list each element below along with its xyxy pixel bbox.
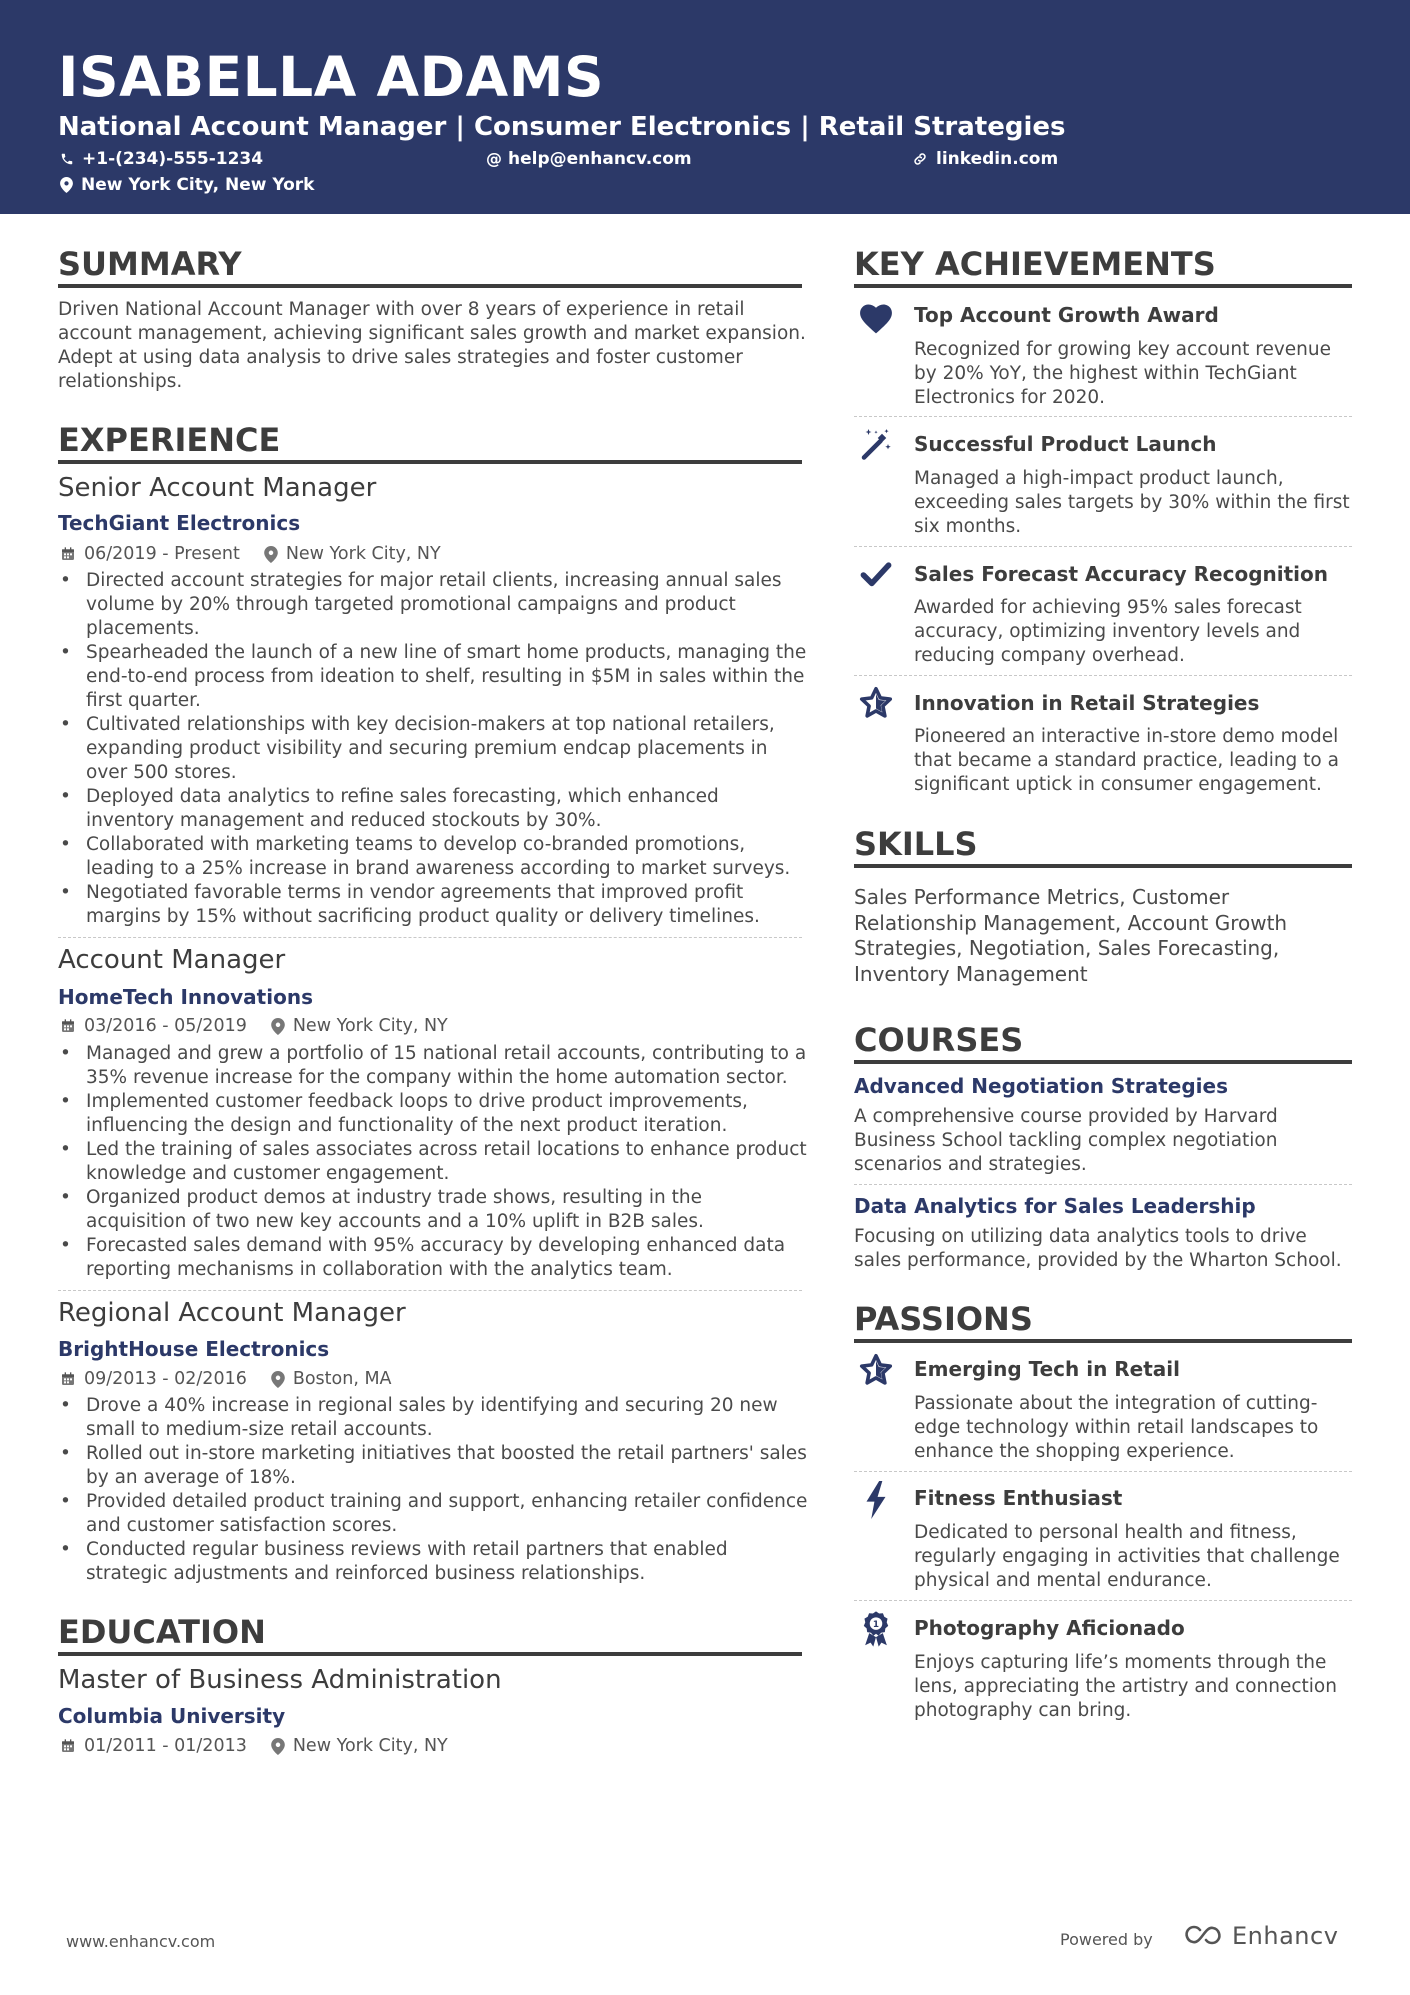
bullet-item: • Cultivated relationships with key decision-makers at top national retailers, expanding product visibility and securing premium endcap placements in over 500 stores.	[58, 713, 808, 785]
job-meta	[60, 1015, 448, 1037]
course-desc: A comprehensive course provided by Harvard Business School tackling complex negotiation scenarios and strategies.	[854, 1106, 1278, 1175]
courses-heading: COURSES	[854, 1021, 1024, 1059]
location-text: New York City, New York	[81, 175, 315, 195]
achievement-desc: Pioneered an interactive in-store demo model that became a standard practice, leading to a significant uptick in consumer engagement.	[914, 726, 1339, 795]
course-title: Data Analytics for Sales Leadership	[854, 1194, 1256, 1218]
linkedin-text: linkedin.com	[936, 149, 1059, 169]
resume-header	[0, 0, 1410, 214]
calendar-icon	[60, 546, 76, 562]
bullet-item: • Managed and grew a portfolio of 15 national retail accounts, contributing to a 35% revenue increase for the company within the home automation sector.	[58, 1042, 808, 1090]
map-pin-icon	[271, 1018, 285, 1035]
achievements-heading: KEY ACHIEVEMENTS	[854, 245, 1216, 283]
bullet-item: • Spearheaded the launch of a new line of smart home products, managing the end-to-end process from ideation to shelf, resulting in $5M in sales within the first quarter.	[58, 641, 808, 713]
achievement-title: Innovation in Retail Strategies	[914, 691, 1260, 715]
footer-url[interactable]: www.enhancv.com	[66, 1932, 216, 1951]
bullet-item: • Implemented customer feedback loops to drive product improvements, influencing the design and functionality of the next product iteration.	[58, 1090, 808, 1138]
bullet-item: • Negotiated favorable terms in vendor agreements that improved profit margins by 15% without sacrificing product quality or delivery timelines.	[58, 881, 808, 929]
bullet-item: • Conducted regular business reviews with retail partners that enabled strategic adjustments and reinforced business relationships.	[58, 1538, 808, 1586]
linkedin-contact[interactable]	[912, 148, 1058, 170]
bullet-item: • Collaborated with marketing teams to develop co-branded promotions, leading to a 25% increase in brand awareness according to market surveys.	[58, 833, 808, 881]
passion-divider	[854, 1600, 1352, 1601]
candidate-name: ISABELLA ADAMS	[58, 45, 605, 109]
achievement-divider	[854, 546, 1352, 547]
company-name: HomeTech Innovations	[58, 985, 313, 1009]
candidate-title: National Account Manager | Consumer Electronics | Retail Strategies	[58, 112, 1066, 142]
job-divider	[58, 937, 802, 938]
heart-icon	[854, 295, 898, 339]
passion-desc: Dedicated to personal health and fitness, regularly engaging in activities that challenge physical and mental endurance.	[914, 1522, 1340, 1591]
course-title: Advanced Negotiation Strategies	[854, 1074, 1228, 1098]
job-meta	[60, 543, 441, 565]
job-dates: 03/2016 - 05/2019	[84, 1016, 247, 1036]
company-name: BrightHouse Electronics	[58, 1337, 330, 1361]
calendar-icon	[60, 1738, 76, 1754]
achievement-title: Successful Product Launch	[914, 432, 1217, 456]
enhancv-logo[interactable]	[1180, 1922, 1338, 1950]
email-contact[interactable]	[486, 148, 692, 170]
job-location: New York City, NY	[292, 1016, 448, 1036]
job-bullets	[58, 1042, 808, 1282]
job-bullets	[58, 1394, 808, 1586]
award-ribbon-icon	[854, 1607, 898, 1651]
link-icon	[912, 151, 928, 167]
job-dates: 06/2019 - Present	[84, 544, 240, 564]
passion-title: Photography Aficionado	[914, 1616, 1185, 1640]
location-contact	[60, 174, 314, 196]
enhancv-brand-text: Enhancv	[1232, 1922, 1339, 1950]
passion-title: Fitness Enthusiast	[914, 1486, 1123, 1510]
at-icon: @	[486, 149, 502, 168]
passion-desc: Passionate about the integration of cutting-edge technology within retail landscapes to enhance the shopping experience.	[914, 1393, 1319, 1462]
school-name: Columbia University	[58, 1704, 286, 1728]
summary-heading: SUMMARY	[58, 245, 242, 283]
map-pin-icon	[60, 177, 73, 193]
skills-heading: SKILLS	[854, 825, 978, 863]
job-title: Senior Account Manager	[58, 473, 377, 503]
bullet-item: • Drove a 40% increase in regional sales by identifying and securing 20 new small to medium-size retail accounts.	[58, 1394, 808, 1442]
achievement-desc: Managed a high-impact product launch, exceeding sales targets by 30% within the first six months.	[914, 468, 1350, 537]
job-bullets	[58, 569, 808, 929]
education-rule	[58, 1652, 802, 1656]
passions-heading: PASSIONS	[854, 1300, 1033, 1338]
education-location: New York City, NY	[292, 1736, 448, 1756]
education-dates: 01/2011 - 01/2013	[84, 1736, 247, 1756]
job-location: New York City, NY	[285, 544, 441, 564]
bullet-item: • Provided detailed product training and support, enhancing retailer confidence and customer satisfaction scores.	[58, 1490, 808, 1538]
lightning-icon	[854, 1478, 898, 1522]
job-dates: 09/2013 - 02/2016	[84, 1369, 247, 1389]
summary-rule	[58, 284, 802, 288]
bullet-item: • Organized product demos at industry trade shows, resulting in the acquisition of two new key accounts and a 10% uplift in B2B sales.	[58, 1186, 808, 1234]
achievement-title: Top Account Growth Award	[914, 303, 1219, 327]
powered-by-label: Powered by	[1060, 1930, 1153, 1949]
job-meta	[60, 1368, 392, 1390]
courses-rule	[854, 1060, 1352, 1064]
summary-text: Driven National Account Manager with over 8 years of experience in retail account management, achieving significant sales growth and market expansion. Adept at using data analysis to drive sales strategies and foster customer relationships.	[58, 299, 806, 392]
education-meta	[60, 1735, 448, 1757]
phone-contact[interactable]	[60, 148, 263, 170]
svg-text:1: 1	[872, 1619, 880, 1630]
achievement-title: Sales Forecast Accuracy Recognition	[914, 562, 1328, 586]
bullet-item: • Led the training of sales associates across retail locations to enhance product knowledge and customer engagement.	[58, 1138, 808, 1186]
passions-rule	[854, 1339, 1352, 1343]
map-pin-icon	[271, 1738, 285, 1755]
calendar-icon	[60, 1371, 76, 1387]
passion-desc: Enjoys capturing life’s moments through the lens, appreciating the artistry and connection photography can bring.	[914, 1652, 1337, 1721]
bullet-item: • Rolled out in-store marketing initiatives that boosted the retail partners' sales by an average of 18%.	[58, 1442, 808, 1490]
email-text: help@enhancv.com	[508, 149, 692, 169]
enhancv-logo-icon	[1180, 1923, 1226, 1949]
bullet-item: • Deployed data analytics to refine sales forecasting, which enhanced inventory management and reduced stockouts by 30%.	[58, 785, 808, 833]
star-icon	[854, 1348, 898, 1392]
course-desc: Focusing on utilizing data analytics tools to drive sales performance, provided by the Wharton School.	[854, 1226, 1342, 1271]
bullet-item: • Directed account strategies for major retail clients, increasing annual sales volume by 20% through targeted promotional campaigns and product placements.	[58, 569, 808, 641]
star-icon	[854, 681, 898, 725]
experience-rule	[58, 460, 802, 464]
checkmark-icon	[854, 553, 898, 597]
experience-heading: EXPERIENCE	[58, 421, 281, 459]
company-name: TechGiant Electronics	[58, 511, 301, 535]
phone-text: +1-(234)-555-1234	[82, 149, 264, 169]
map-pin-icon	[271, 1371, 285, 1388]
skills-list: Sales Performance Metrics, Customer Relationship Management, Account Growth Strategies, Negotiation, Sales Forecasting, Inventory Management	[854, 885, 1288, 986]
skills-rule	[854, 864, 1352, 868]
education-heading: EDUCATION	[58, 1613, 266, 1651]
map-pin-icon	[264, 546, 278, 563]
achievement-desc: Recognized for growing key account revenue by 20% YoY, the highest within TechGiant Electronics for 2020.	[914, 339, 1332, 408]
calendar-icon	[60, 1018, 76, 1034]
achievement-divider	[854, 675, 1352, 676]
job-location: Boston, MA	[292, 1369, 392, 1389]
degree-title: Master of Business Administration	[58, 1665, 502, 1695]
achievement-desc: Awarded for achieving 95% sales forecast accuracy, optimizing inventory levels and reducing company overhead.	[914, 597, 1302, 666]
achievements-rule	[854, 284, 1352, 288]
course-divider	[854, 1184, 1352, 1185]
passion-divider	[854, 1471, 1352, 1472]
phone-icon	[60, 152, 74, 166]
achievement-divider	[854, 416, 1352, 417]
magic-wand-icon	[854, 422, 898, 466]
job-title: Account Manager	[58, 945, 286, 975]
bullet-item: • Forecasted sales demand with 95% accuracy by developing enhanced data reporting mechanisms in collaboration with the analytics team.	[58, 1234, 808, 1282]
job-title: Regional Account Manager	[58, 1298, 406, 1328]
job-divider	[58, 1290, 802, 1291]
passion-title: Emerging Tech in Retail	[914, 1357, 1181, 1381]
